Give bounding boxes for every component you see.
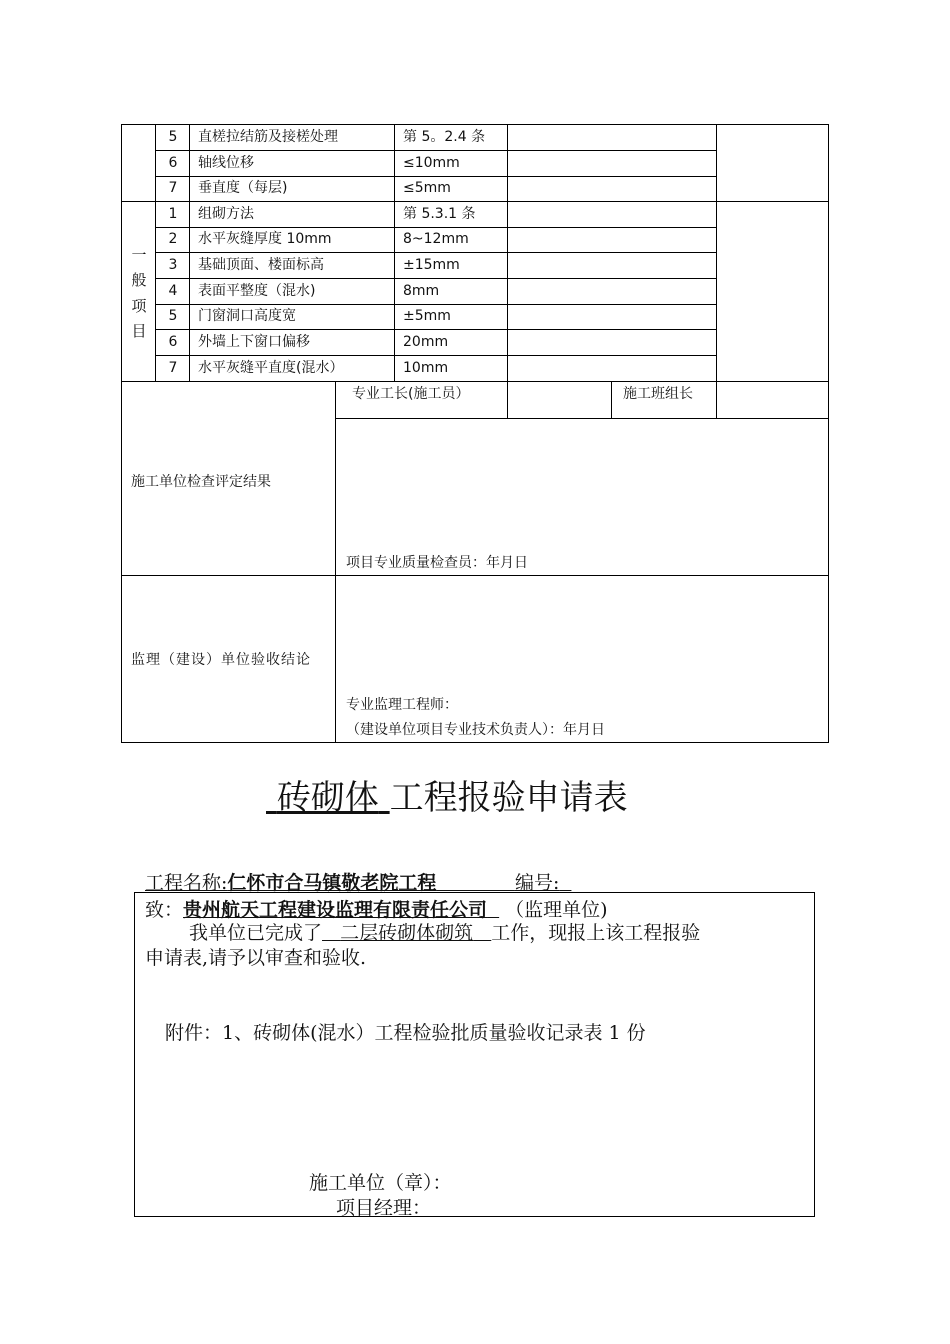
row-standard: 20mm [403,334,449,350]
unit-seal-line: 施工单位（章）： [309,1172,452,1194]
row-item: 轴线位移 [198,155,254,171]
row-item: 水平灰缝厚度 10mm [198,231,332,247]
row-item: 水平灰缝平直度(混水） [198,360,344,376]
team-leader-label: 施工班组长 [623,386,693,402]
quality-inspector-line: 项目专业质量检查员：年月日 [346,555,528,571]
attachment-line: 附件：1、砖砌体(混水）工程检验批质量验收记录表 1 份 [165,1022,646,1044]
row-number: 5 [168,308,178,324]
row-standard: 8~12mm [403,231,469,247]
row-number: 6 [168,334,178,350]
body-line-1: 我单位已完成了 二层砖砌体砌筑 工作，现报上该工程报验 [189,922,701,944]
row-number: 6 [168,155,178,171]
body-line-2: 申请表,请予以审查和验收. [145,947,367,969]
row-item: 基础顶面、楼面标高 [198,257,324,273]
foreman-label: 专业工长(施工员） [352,386,470,402]
row-standard: ≤10mm [403,155,460,171]
row-number: 7 [168,180,178,196]
row-item: 表面平整度（混水) [198,283,316,299]
row-item: 门窗洞口高度宽 [198,308,296,324]
form-title-rest: 工程报验申请表 [389,778,628,818]
form-title-work: 砖砌体 [276,778,379,818]
row-number: 2 [168,231,178,247]
table-border-top [121,124,829,125]
completed-work: 二层砖砌体砌筑 [340,922,474,944]
row-standard: ±15mm [403,257,460,273]
row-item: 外墙上下窗口偏移 [198,334,310,350]
row-item: 直槎拉结筋及接槎处理 [198,129,338,145]
row-number: 1 [168,206,178,222]
supervision-engineer-line: 专业监理工程师： [346,697,458,713]
table-border-left [121,124,122,743]
row-standard: 8mm [403,283,440,299]
row-standard: ±5mm [403,308,451,324]
supervision-company: 贵州航天工程建设监理有限责任公司 [183,899,488,921]
construction-result-label: 施工单位检查评定结果 [131,474,271,490]
project-manager-line: 项目经理： [336,1197,432,1219]
row-number: 7 [168,360,178,376]
table-border-bottom [121,742,829,743]
row-item: 组砌方法 [198,206,254,222]
row-standard: 第 5。2.4 条 [403,129,486,145]
row-item: 垂直度（每层) [198,180,288,196]
supervision-label: 监理（建设）单位验收结论 [131,652,311,668]
row-standard: 10mm [403,360,449,376]
row-number: 3 [168,257,178,273]
serial-label: 编号: [514,872,560,894]
table-border-right [828,124,829,743]
row-number: 4 [168,283,178,299]
row-standard: 第 5.3.1 条 [403,206,476,222]
project-line: 工程名称:仁怀市合马镇敬老院工程 编号: [145,872,560,894]
row-number: 5 [168,129,178,145]
addressee-line: 致：贵州航天工程建设监理有限责任公司 （监理单位) [145,899,608,921]
owner-tech-lead-line: （建设单位项目专业技术负责人）：年月日 [346,722,605,738]
project-name: 仁怀市合马镇敬老院工程 [227,872,437,894]
row-standard: ≤5mm [403,180,451,196]
form-title [266,770,628,819]
